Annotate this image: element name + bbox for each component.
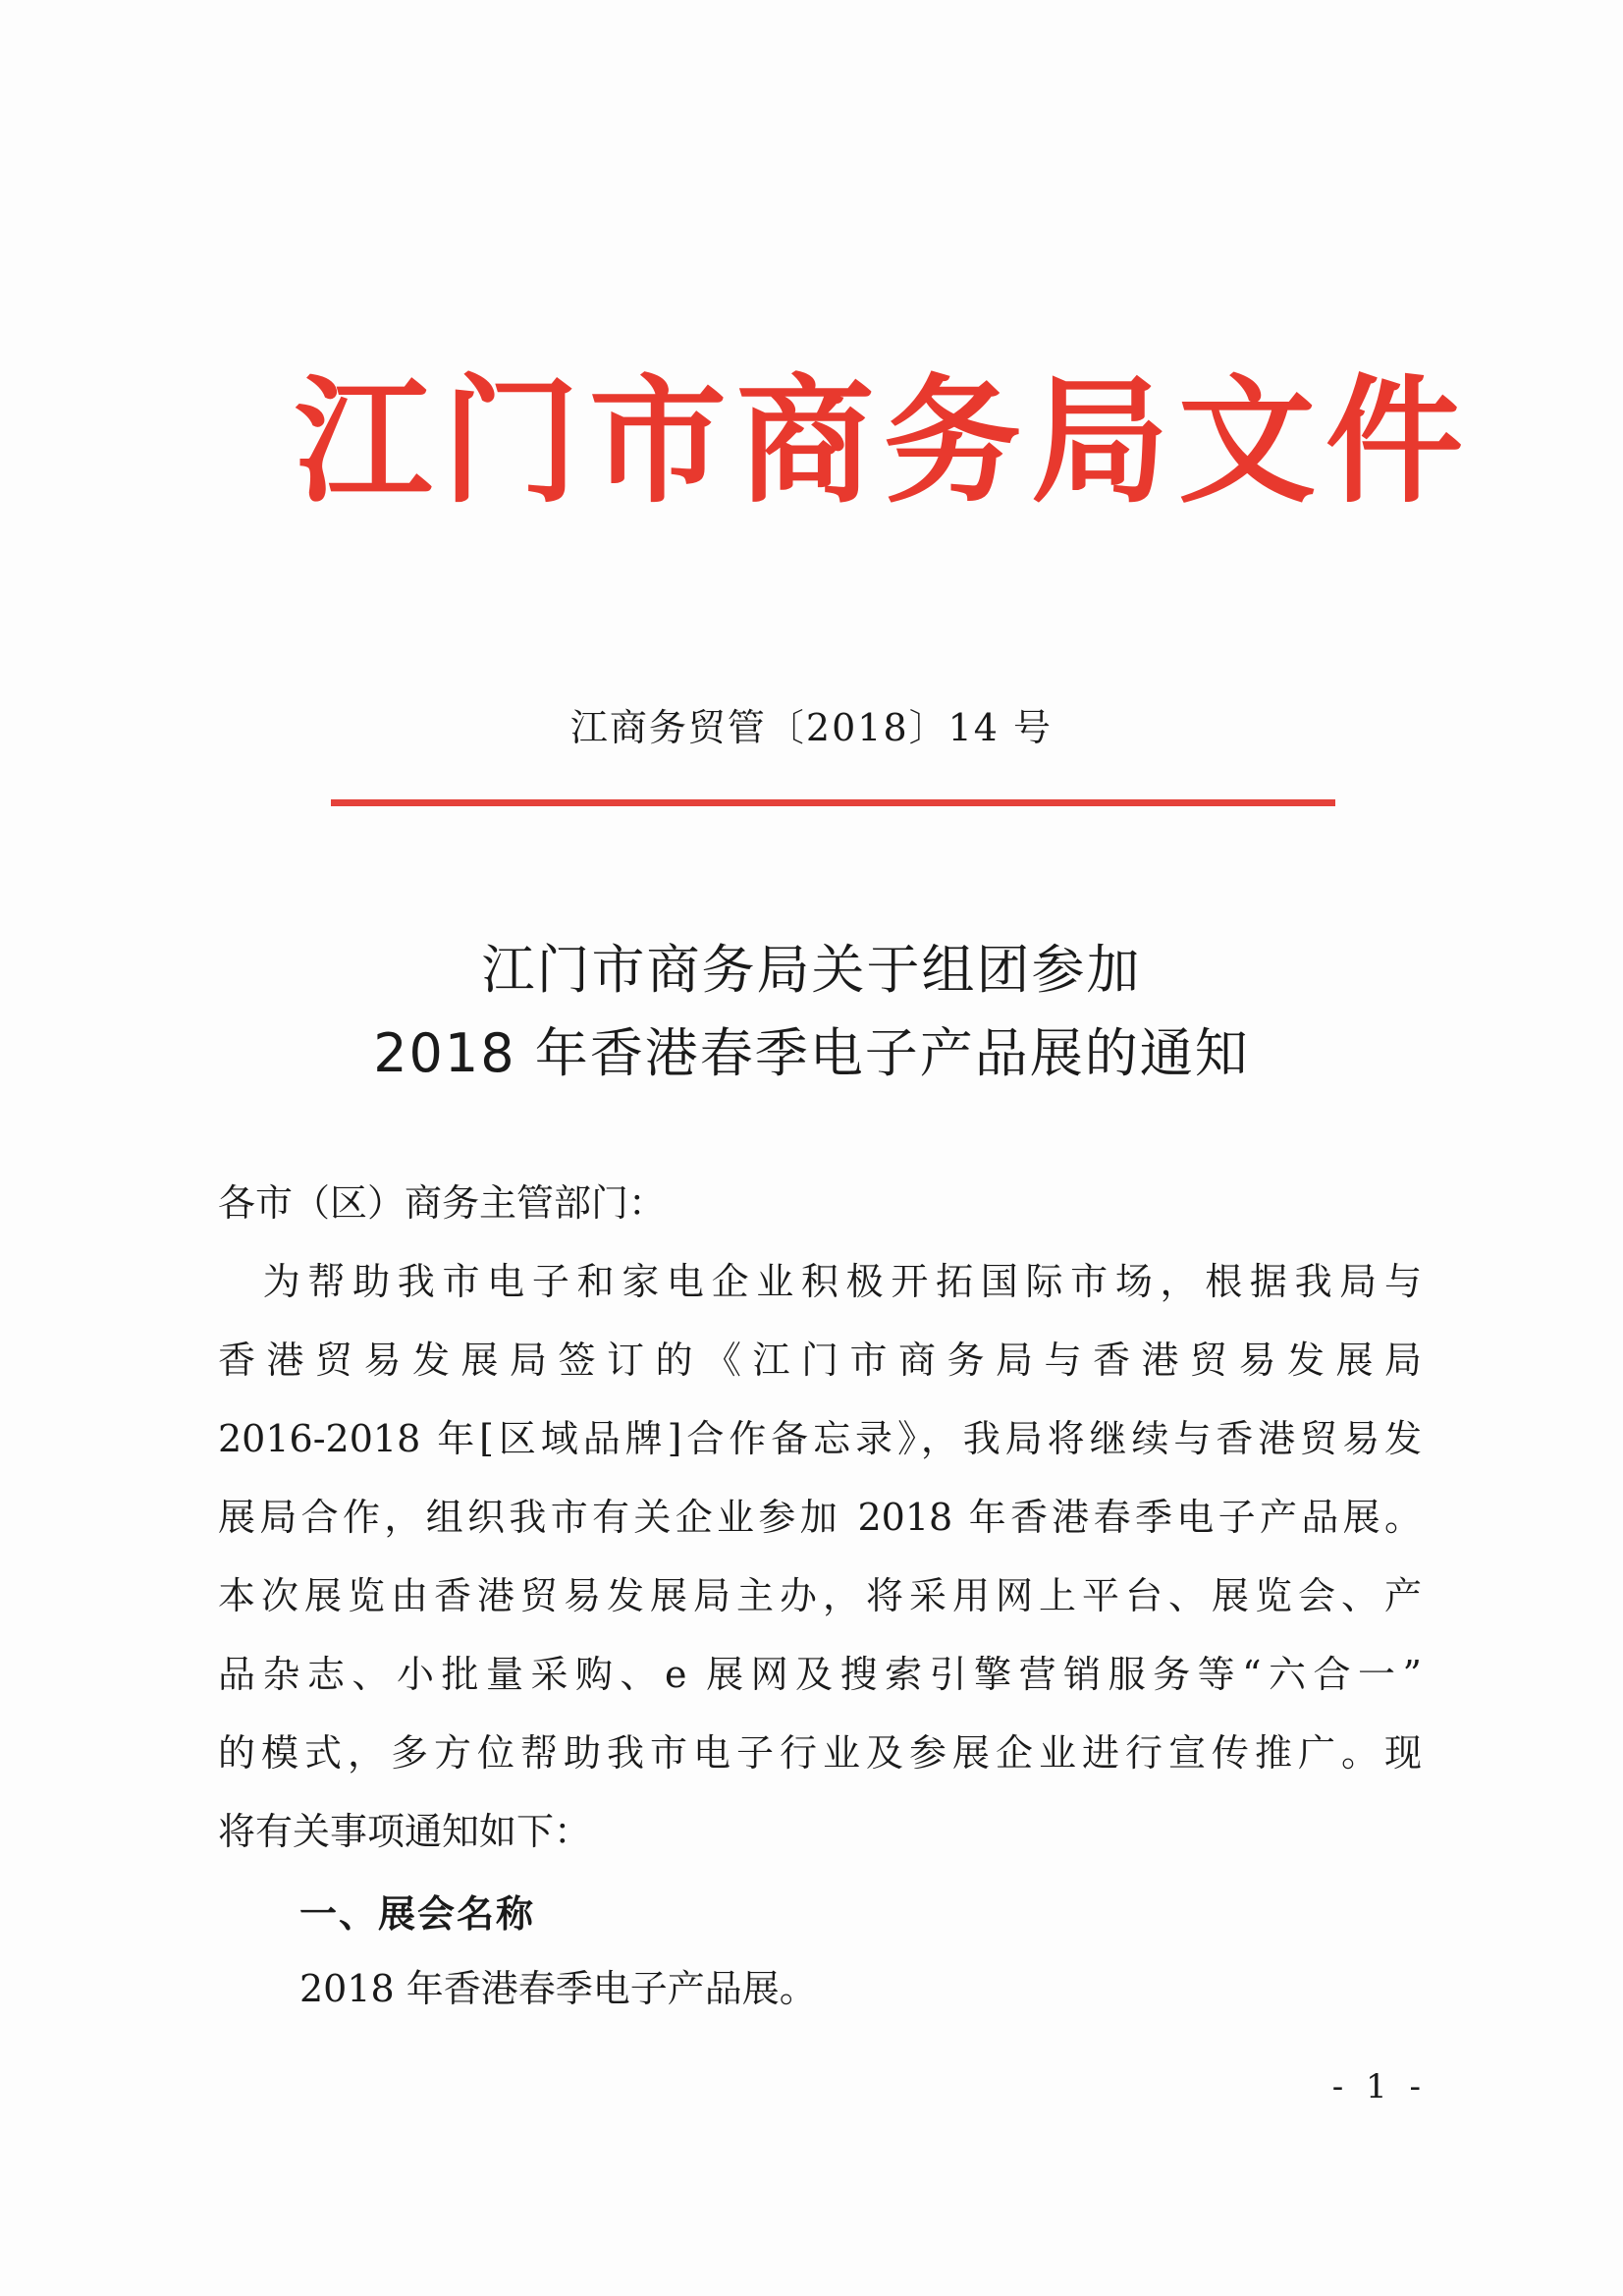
document-number: 江商务贸管〔2018〕14 号: [569, 706, 1054, 749]
paragraph-line: 为帮助我市电子和家电企业积极开拓国际市场，根据我局与: [218, 1260, 1422, 1303]
masthead-title: 江门市商务局文件: [295, 361, 1474, 522]
paragraph-line: 品杂志、小批量采购、e 展网及搜索引擎营销服务等“六合一”: [218, 1653, 1422, 1696]
paragraph-line: 本次展览由香港贸易发展局主办，将采用网上平台、展览会、产: [218, 1574, 1422, 1617]
notice-title-line-2: 2018 年香港春季电子产品展的通知: [373, 1022, 1250, 1084]
salutation: 各市（区）商务主管部门：: [218, 1181, 667, 1225]
paragraph-line: 的模式，多方位帮助我市电子行业及参展企业进行宣传推广。现: [218, 1731, 1422, 1775]
paragraph-line: 展局合作，组织我市有关企业参加 2018 年香港春季电子产品展。: [218, 1496, 1422, 1539]
page-number: - 1 -: [1331, 2067, 1427, 2106]
paragraph-line: 将有关事项通知如下：: [218, 1810, 592, 1853]
section-heading: 一、展会名称: [299, 1892, 536, 1936]
paragraph-line: 2016-2018 年[区域品牌]合作备忘录》，我局将继续与香港贸易发: [218, 1417, 1422, 1460]
paragraph-line: 香港贸易发展局签订的《江门市商务局与香港贸易发展局: [218, 1339, 1422, 1382]
notice-title-line-1: 江门市商务局关于组团参加: [481, 939, 1142, 1001]
red-divider-line: [331, 799, 1335, 806]
section-content: 2018 年香港春季电子产品展。: [299, 1967, 817, 2010]
